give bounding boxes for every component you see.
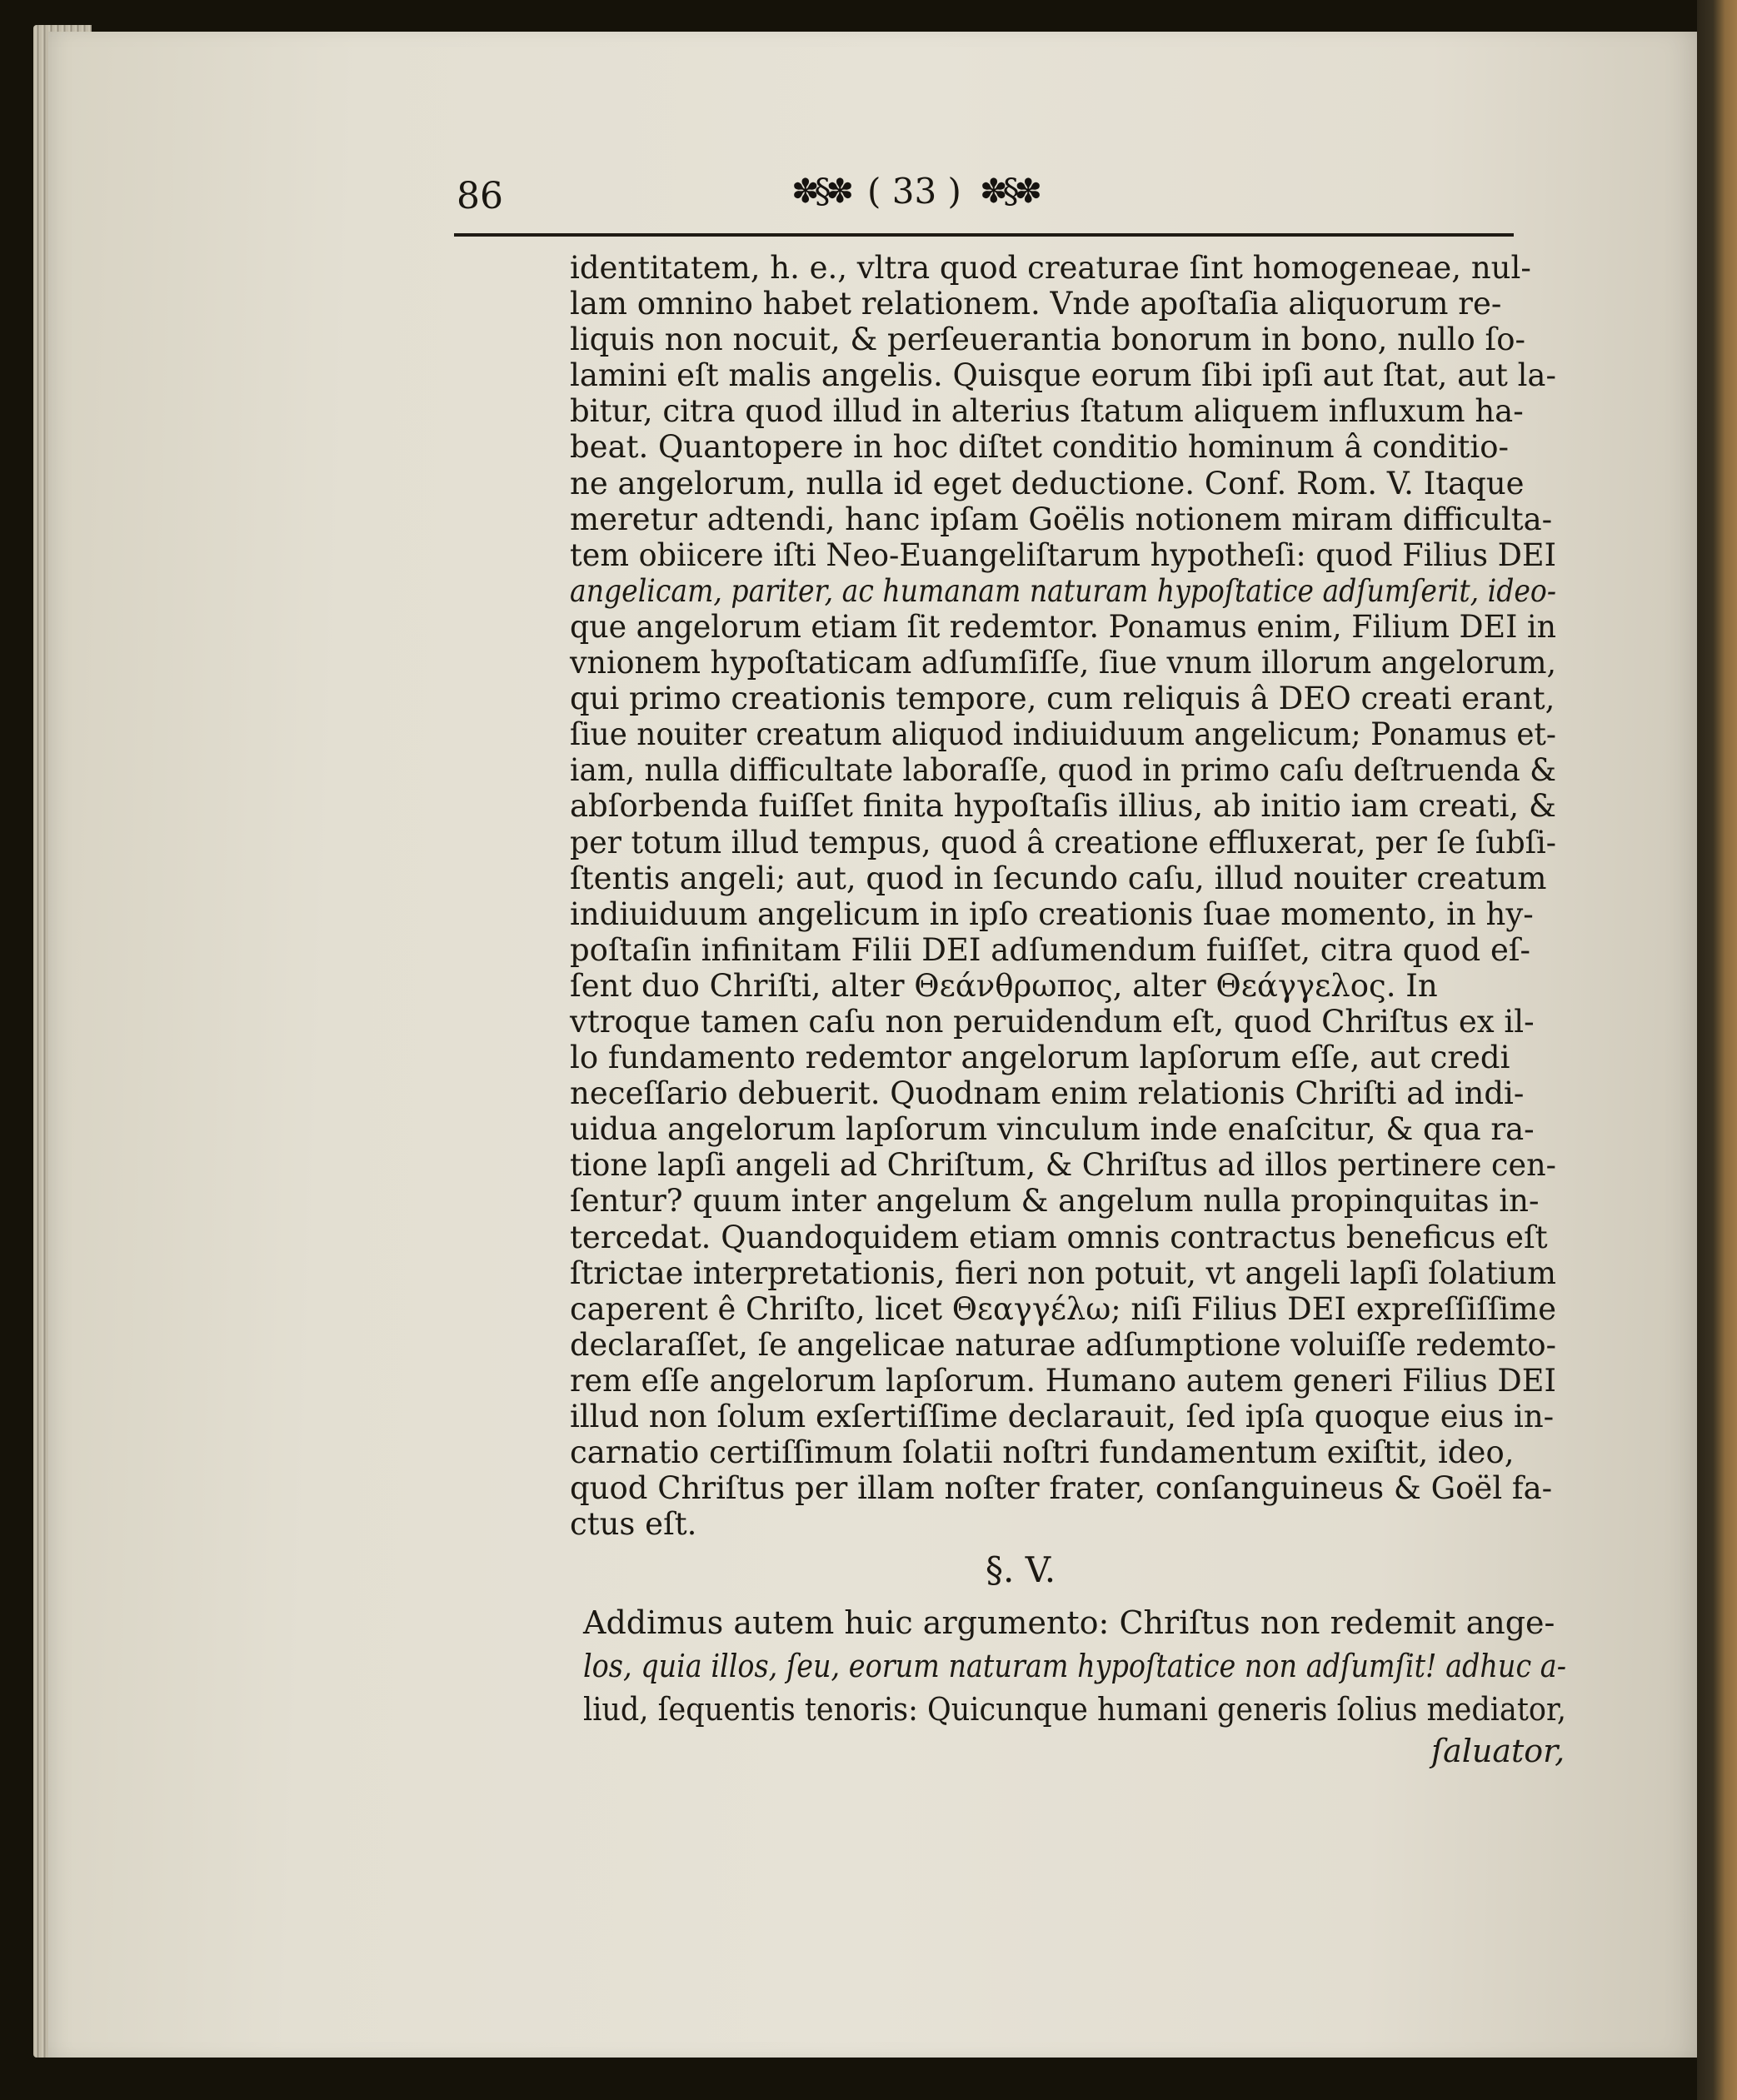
text-line: liud, ſequentis tenoris: Quicunque humani generis ſolius mediator, — [583, 1691, 1567, 1728]
text-line: declaraſſet, ſe angelicae naturae adſumptione voluiſſe redemto- — [570, 1326, 1557, 1363]
page-number: 86 — [457, 175, 503, 217]
text-line: ne angelorum, nulla id eget deductione. Conf. Rom. V. Itaque — [570, 465, 1525, 501]
text-line: caperent ê Chriſto, licet Θεαγγέλω; niſi Filius DEI expreſſiſſime — [570, 1290, 1557, 1327]
text-line: que angelorum etiam ſit redemtor. Ponamus enim, Filium DEI in — [570, 608, 1556, 645]
text-line: carnatio certiſſimum ſolatii noſtri fundamentum exiſtit, ideo, — [570, 1434, 1515, 1471]
ornament-left-icon: ✽§✽ — [791, 172, 850, 211]
text-line: neceſſario debuerit. Quodnam enim relationis Chriſti ad indi- — [570, 1075, 1525, 1112]
text-line: meretur adtendi, hanc ipſam Goëlis notionem miram difficulta- — [570, 501, 1553, 537]
text-line: vtroque tamen caſu non peruidendum eſt, quod Chriſtus ex il- — [570, 1003, 1535, 1040]
text-line: tercedat. Quandoquidem etiam omnis contractus beneficus eſt — [570, 1219, 1548, 1255]
text-line: indiuiduum angelicum in ipſo creationis ſuae momento, in hy- — [570, 895, 1534, 932]
text-line: lamini eſt malis angelis. Quisque eorum ſibi ipſi aut ſtat, aut la- — [570, 357, 1556, 394]
text-line: quod Chriſtus per illam noſter frater, conſanguineus & Goël fa- — [570, 1470, 1553, 1507]
text-line: uidua angelorum lapſorum vinculum inde enaſcitur, & qua ra- — [570, 1111, 1535, 1148]
text-line: los, quia illos, ſeu, eorum naturam hypoſtatice non adſumſit! adhuc a- — [583, 1648, 1566, 1684]
binding-gutter — [1697, 0, 1737, 2100]
text-line: identitatem, h. e., vltra quod creaturae ſint homogeneae, nul- — [570, 250, 1531, 286]
text-line: ſentur? quum inter angelum & angelum nulla propinquitas in- — [570, 1183, 1540, 1220]
text-line: lam omnino habet relationem. Vnde apoſtaſia aliquorum re- — [570, 286, 1502, 322]
text-line: angelicam, pariter, ac humanam naturam hypoſtatice adſumſerit, ideo- — [570, 572, 1556, 609]
text-line: ſent duo Chriſti, alter Θεάνθρωπος, alter Θεάγγελος. In — [570, 967, 1438, 1004]
text-line: illud non ſolum exſertiſſime declarauit, ſed ipſa quoque eius in- — [570, 1399, 1555, 1434]
text-line: per totum illud tempus, quod â creatione effluxerat, per ſe ſubſi- — [570, 824, 1556, 860]
text-line: ctus eſt. — [570, 1506, 697, 1543]
text-line: qui primo creationis tempore, cum reliquis â DEO creati erant, — [570, 681, 1555, 717]
text-line: tione lapſi angeli ad Chriſtum, & Chriſtus ad illos pertinere cen- — [570, 1147, 1556, 1184]
section-heading: §. V. — [986, 1549, 1056, 1590]
catchword: ſaluator, — [1431, 1733, 1565, 1769]
main-paragraph — [570, 250, 1556, 1542]
text-line: vnionem hypoſtaticam adſumſiſſe, ſiue vnum illorum angelorum, — [570, 645, 1557, 681]
running-head — [791, 171, 1037, 212]
text-line: iam, nulla difficultate laboraſſe, quod in primo caſu deſtruenda & — [570, 752, 1557, 789]
text-line: ſiue nouiter creatum aliquod indiuiduum angelicum; Ponamus et- — [570, 716, 1557, 753]
text-line: ſtentis angeli; aut, quod in ſecundo caſu, illud nouiter creatum — [570, 860, 1547, 896]
text-line: rem eſſe angelorum lapſorum. Humano autem generi Filius DEI — [570, 1362, 1556, 1399]
second-paragraph — [583, 1601, 1566, 1731]
text-line: bitur, citra quod illud in alterius ſtatum aliquem influxum ha- — [570, 393, 1524, 430]
signature-mark: ( 33 ) — [867, 171, 961, 212]
ornament-right-icon: ✽§✽ — [979, 172, 1037, 211]
text-line: beat. Quantopere in hoc diſtet conditio hominum â conditio- — [570, 429, 1510, 466]
text-line: Addimus autem huic argumento: Chriſtus non redemit ange- — [583, 1604, 1555, 1641]
text-line: poſtaſin infinitam Filii DEI adſumendum fuiſſet, citra quod eſ- — [570, 931, 1531, 968]
text-line: liquis non nocuit, & perſeuerantia bonorum in bono, nullo ſo- — [570, 322, 1525, 358]
text-line: tem obiicere iſti Neo-Euangeliſtarum hypotheſi: quod Filius DEI — [570, 536, 1557, 573]
text-line: lo fundamento redemtor angelorum lapſorum eſſe, aut credi — [570, 1040, 1510, 1076]
header-rule — [454, 233, 1514, 237]
text-line: abſorbenda fuiſſet finita hypoſtaſis illius, ab initio iam creati, & — [570, 788, 1556, 825]
text-line: ſtrictae interpretationis, fieri non potuit, vt angeli lapſi ſolatium — [570, 1255, 1556, 1291]
